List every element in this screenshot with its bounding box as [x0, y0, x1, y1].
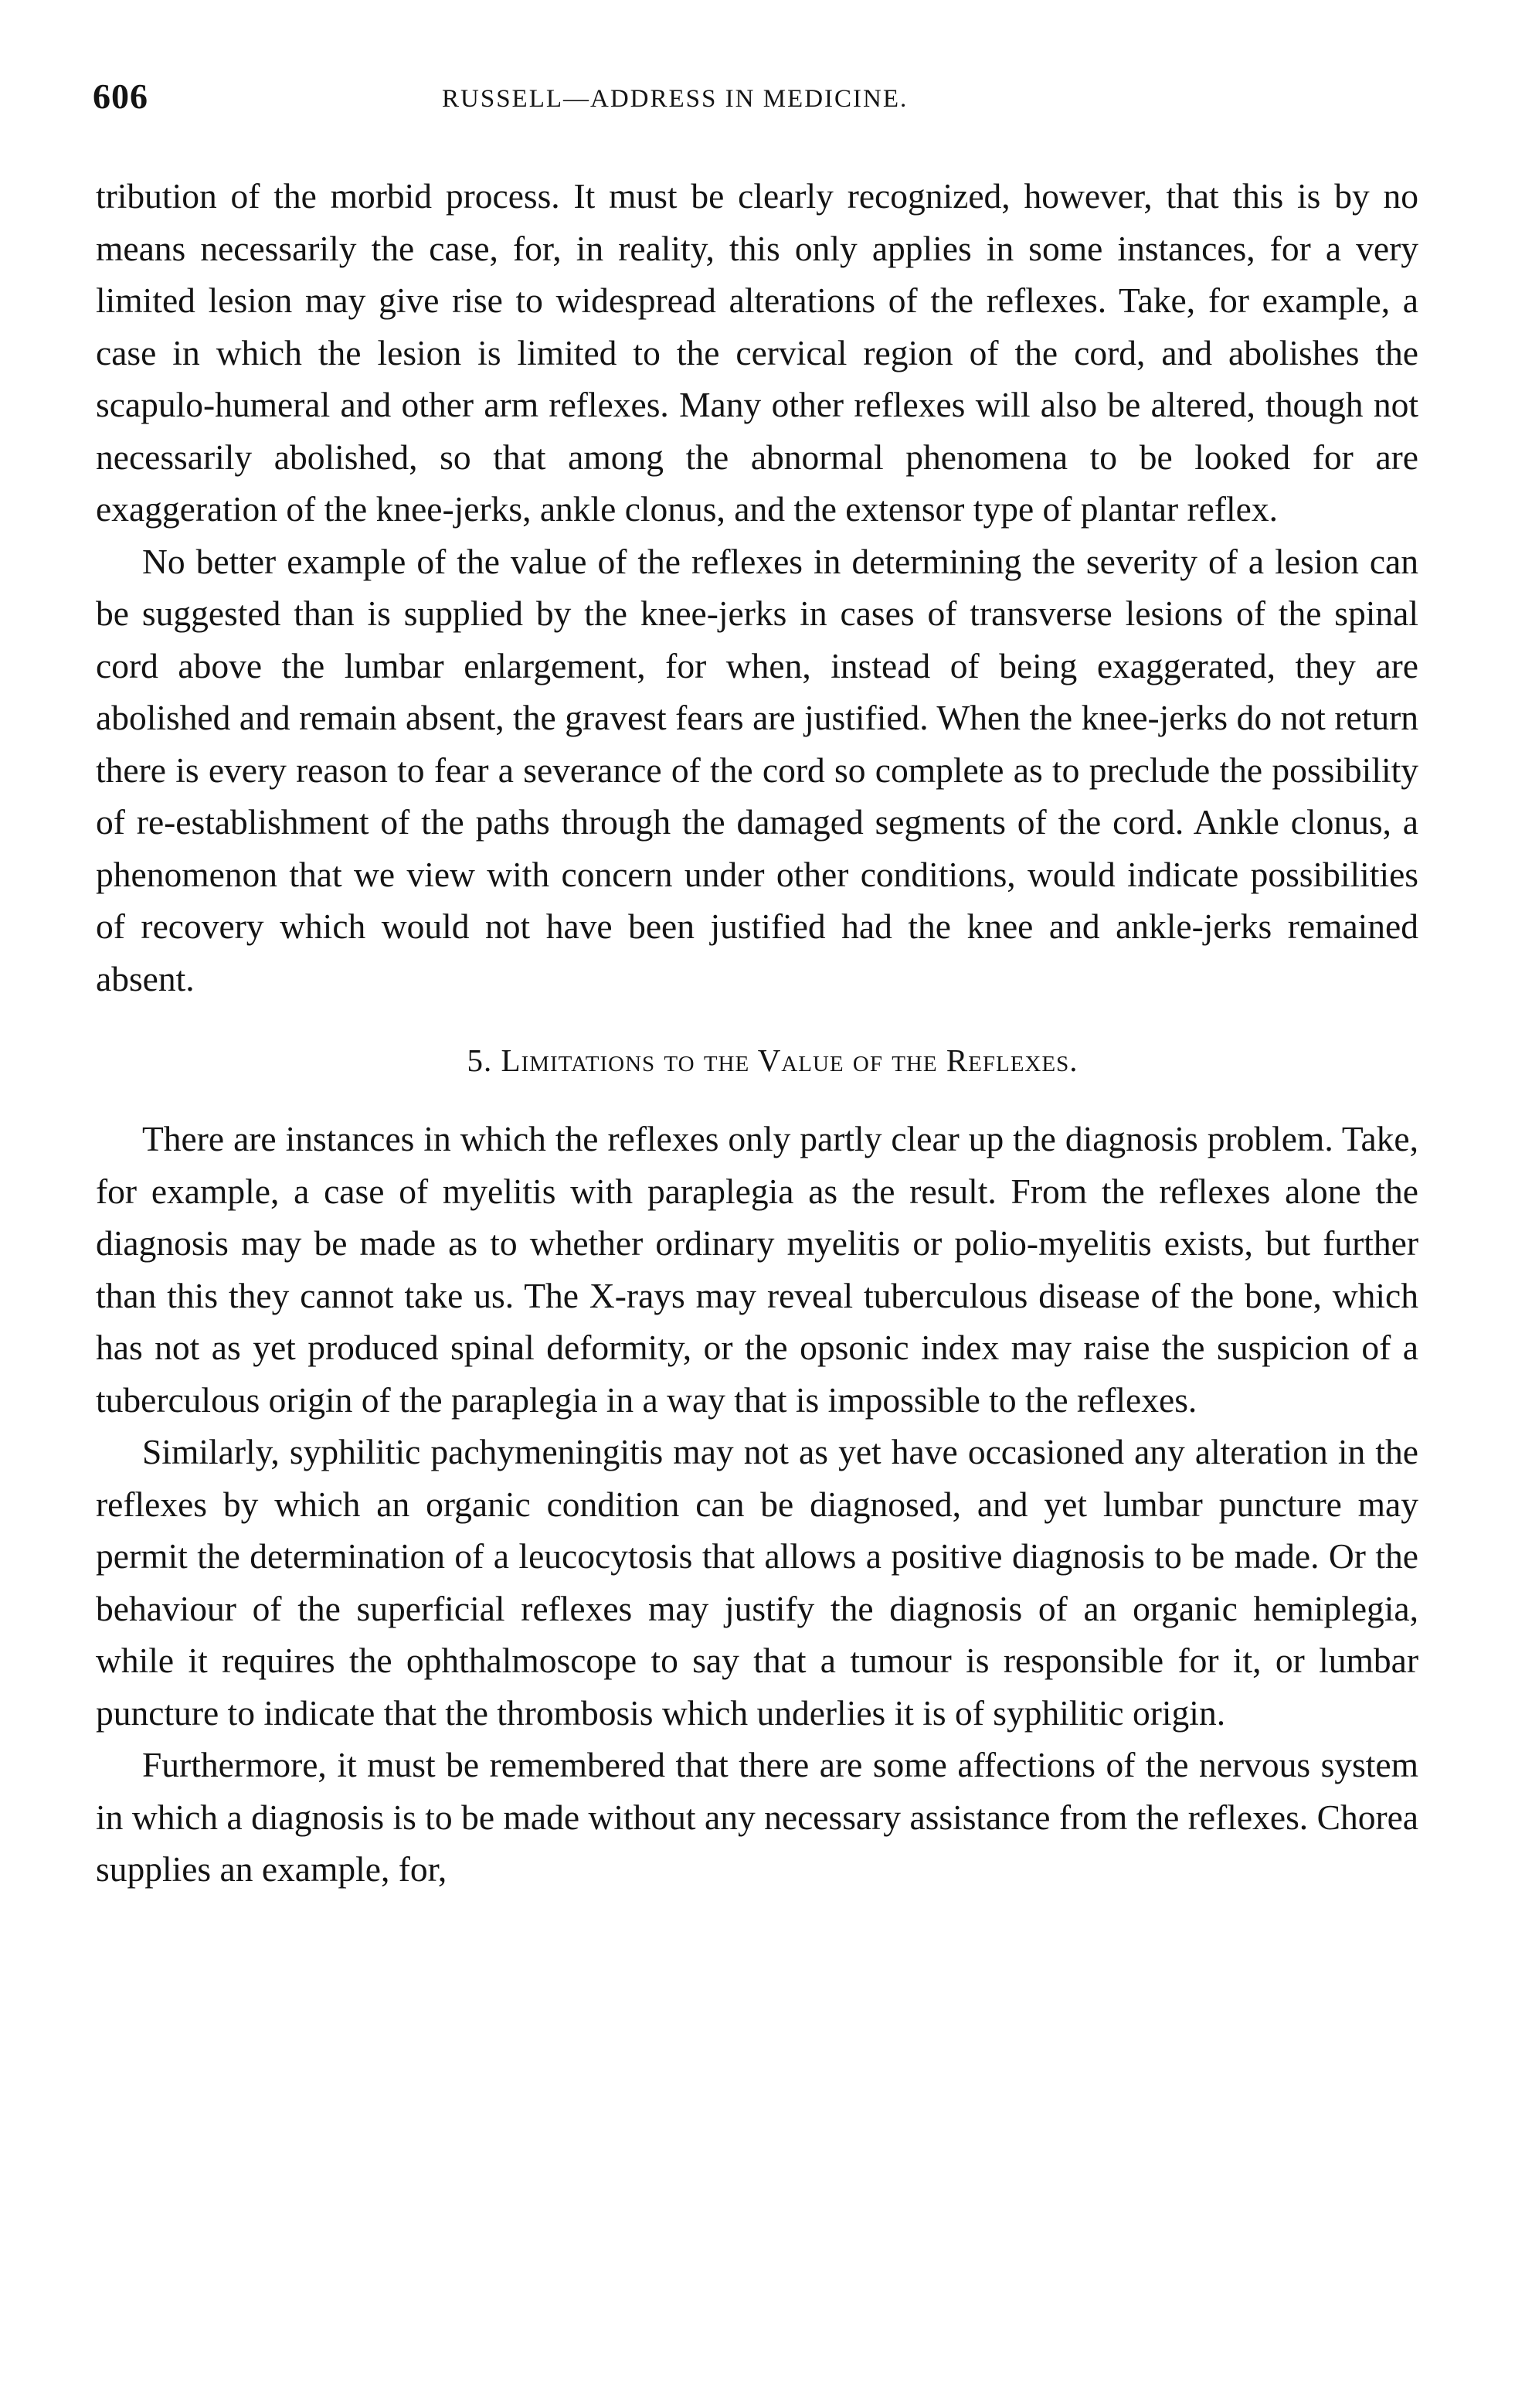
body-text — [96, 170, 1418, 1896]
running-title: RUSSELL—ADDRESS IN MEDICINE. — [442, 85, 909, 113]
running-head — [93, 76, 1422, 130]
section-heading: 5. Limitations to the Value of the Reflexes. — [467, 1042, 1079, 1078]
paragraph-knee-jerks: No better example of the value of the reflexes in determining the severity of a lesion can be suggested than is supplied by the knee-jerks in cases of transverse lesions of the spinal cord above the lumbar enlargement, for when, instead of being exaggerated, they are abolished and remain absent, the gravest fears are justified. When the knee-jerks do not return there is every reason to fear a severance of the cord so complete as to preclude the possibility of re-establishment of the paths through the damaged segments of the cord. Ankle clonus, a phenomenon that we view with concern under other conditions, would indicate possibilities of recovery which would not have been justified had the knee and ankle-jerks remained absent. — [96, 541, 1418, 998]
page-number: 606 — [93, 77, 148, 116]
paragraph-furthermore: Furthermore, it must be remembered that there are some affections of the nervous system in which a diagnosis is to be made without any necessary assistance from the reflexes. Chorea supplies an example, for, — [96, 1745, 1418, 1889]
paragraph-continued: tribution of the morbid process. It must be clearly recognized, however, that this is by no means necessarily the case, for, in reality, this only applies in some instances, for a very limited lesion may give rise to widespread alterations of the reflexes. Take, for example, a case in which the lesion is limited to the cervical region of the cord, and abolishes the scapulo-humeral and other arm reflexes. Many other reflexes will also be altered, though not necessarily abolished, so that among the abnormal phenomena to be looked for are exaggeration of the knee-jerks, ankle clonus, and the extensor type of plantar reflex. — [96, 176, 1418, 529]
paragraph-instances: There are instances in which the reflexes only partly clear up the diagnosis problem. Take, for example, a case of myelitis with paraplegia as the result. From the reflexes alone the diagnosis may be made as to whether ordinary myelitis or polio-myelitis exists, but further than this they cannot take us. The X-rays may reveal tuberculous disease of the bone, which has not as yet produced spinal deformity, or the opsonic index may raise the suspicion of a tuberculous origin of the paraplegia in a way that is impossible to the reflexes. — [96, 1119, 1418, 1420]
paragraph-similarly: Similarly, syphilitic pachymeningitis may not as yet have occasioned any alteration in the reflexes by which an organic condition can be diagnosed, and yet lumbar puncture may permit the determination of a leucocytosis that allows a positive diagnosis to be made. Or the behaviour of the superficial reflexes may justify the diagnosis of an organic hemiplegia, while it requires the ophthalmoscope to say that a tumour is responsible for it, or lumbar puncture to indicate that the thrombosis which underlies it is of syphilitic origin. — [96, 1432, 1418, 1733]
